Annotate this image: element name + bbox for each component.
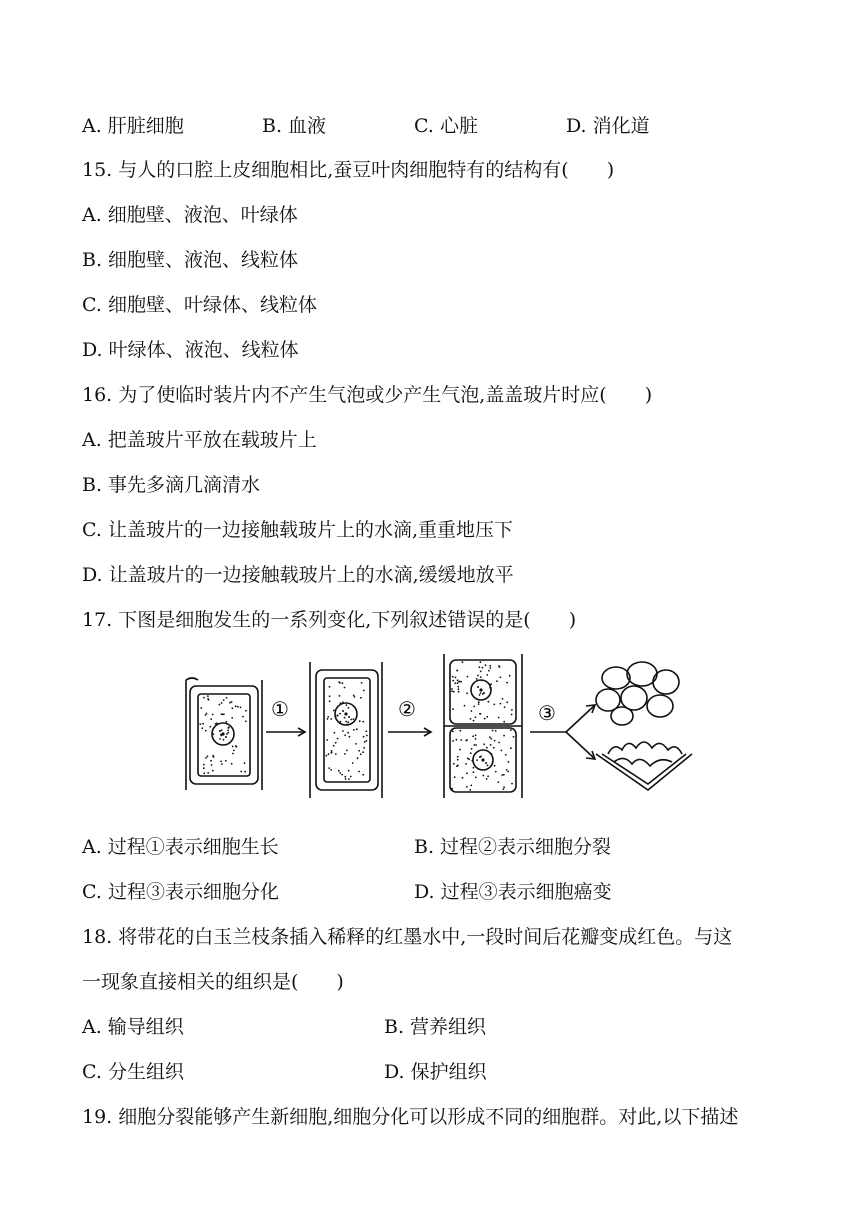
q17-option-c: C. 过程③表示细胞分化 [82, 881, 279, 903]
cytoplasm-dot [235, 745, 237, 747]
q16-option-c: C. 让盖玻片的一边接触载玻片上的水滴,重重地压下 [82, 519, 513, 541]
cytoplasm-dot [346, 749, 348, 751]
cytoplasm-dot [484, 718, 486, 720]
cytoplasm-dot [460, 739, 462, 741]
cytoplasm-dot [231, 701, 233, 703]
cytoplasm-dot [344, 776, 346, 778]
q15-option-a: A. 细胞壁、液泡、叶绿体 [82, 204, 298, 226]
cytoplasm-dot [333, 710, 335, 712]
cytoplasm-dot [359, 720, 361, 722]
cytoplasm-dot [451, 690, 453, 692]
cytoplasm-dot [231, 717, 233, 719]
cytoplasm-dot [344, 717, 346, 719]
cytoplasm-dot [360, 753, 362, 755]
q15-option-d: D. 叶绿体、液泡、线粒体 [82, 339, 299, 361]
cytoplasm-dot [466, 692, 468, 694]
cytoplasm-dot [231, 763, 233, 765]
cytoplasm-dot [330, 718, 332, 720]
cytoplasm-dot [510, 729, 512, 731]
cytoplasm-dot [347, 721, 349, 723]
cytoplasm-dot [501, 750, 503, 752]
cytoplasm-dot [203, 772, 205, 774]
cytoplasm-dot [203, 764, 205, 766]
cell-change-figure [178, 650, 698, 800]
cytoplasm-dot [362, 721, 364, 723]
cytoplasm-dot [489, 687, 491, 689]
cytoplasm-dot [350, 776, 352, 778]
cytoplasm-dot [233, 750, 235, 752]
cytoplasm-dot [207, 698, 209, 700]
q19-stem-line1: 19. 细胞分裂能够产生新细胞,细胞分化可以形成不同的细胞群。对此,以下描述 [82, 1106, 739, 1128]
cytoplasm-dot [504, 706, 506, 708]
cytoplasm-dot [212, 755, 214, 757]
cytoplasm-dot [493, 704, 495, 706]
cytoplasm-dot [486, 674, 488, 676]
cytoplasm-dot [361, 682, 363, 684]
cytoplasm-dot [498, 717, 500, 719]
cytoplasm-dot [240, 707, 242, 709]
cytoplasm-dot [366, 735, 368, 737]
cytoplasm-dot [476, 678, 478, 680]
cytoplasm-dot [485, 664, 487, 666]
cytoplasm-dot [480, 661, 482, 663]
cytoplasm-dot [501, 774, 503, 776]
cytoplasm-dot [457, 756, 459, 758]
cytoplasm-dot [244, 771, 246, 773]
q18-option-d: D. 保护组织 [384, 1061, 487, 1083]
cytoplasm-dot [506, 769, 508, 771]
cytoplasm-dot [226, 697, 228, 699]
cytoplasm-dot [245, 720, 247, 722]
cytoplasm-dot [511, 783, 513, 785]
q18-option-a: A. 输导组织 [82, 1016, 184, 1038]
cytoplasm-dot [227, 732, 229, 734]
cytoplasm-dot [215, 723, 217, 725]
cytoplasm-dot [366, 740, 368, 742]
cytoplasm-dot [339, 772, 341, 774]
cytoplasm-dot [464, 705, 466, 707]
cytoplasm-dot [466, 786, 468, 788]
tissue-lined-cells [596, 742, 692, 790]
cytoplasm-dot [473, 771, 475, 773]
cytoplasm-dot [477, 675, 479, 677]
cytoplasm-dot [502, 698, 504, 700]
cytoplasm-dot [344, 734, 346, 736]
cytoplasm-dot [335, 742, 337, 744]
cytoplasm-dot [467, 676, 469, 678]
cytoplasm-dot [462, 661, 464, 663]
q18-option-b: B. 营养组织 [384, 1016, 487, 1038]
cytoplasm-dot [327, 716, 329, 718]
cytoplasm-dot [476, 759, 478, 761]
cytoplasm-dot [219, 738, 221, 740]
cytoplasm-dot [460, 681, 462, 683]
cytoplasm-dot [329, 695, 331, 697]
cytoplasm-dot [459, 749, 461, 751]
cytoplasm-dot [468, 758, 470, 760]
cytoplasm-dot [358, 771, 360, 773]
cell-after-growth [310, 662, 382, 798]
cytoplasm-dot [481, 680, 483, 682]
cytoplasm-dot [207, 755, 209, 757]
cytoplasm-dot [480, 676, 482, 678]
cytoplasm-dot [348, 707, 350, 709]
cytoplasm-dot [352, 762, 354, 764]
cytoplasm-dot [330, 769, 332, 771]
cytoplasm-dot [500, 703, 502, 705]
cytoplasm-dot [498, 742, 500, 744]
cytoplasm-dot [456, 765, 458, 767]
cytoplasm-dot [486, 778, 488, 780]
q17-option-d: D. 过程③表示细胞癌变 [414, 881, 612, 903]
cytoplasm-dot [473, 720, 475, 722]
cytoplasm-dot [201, 727, 203, 729]
cytoplasm-dot [457, 679, 459, 681]
cytoplasm-dot [244, 762, 246, 764]
cytoplasm-dot [207, 772, 209, 774]
cytoplasm-dot [355, 743, 357, 745]
q16-stem: 16. 为了使临时装片内不产生气泡或少产生气泡,盖盖玻片时应( ) [82, 384, 653, 406]
figure-label-2: ② [398, 697, 416, 721]
q14-option-c: C. 心脏 [414, 115, 478, 137]
cytoplasm-dot [482, 667, 484, 669]
cytoplasm-dot [475, 716, 477, 718]
cytoplasm-dot [503, 774, 505, 776]
cytoplasm-dot [493, 747, 495, 749]
cytoplasm-dot [508, 761, 510, 763]
cytoplasm-dot [454, 776, 456, 778]
cytoplasm-dot [490, 683, 492, 685]
cytoplasm-dot [473, 767, 475, 769]
q16-option-b: B. 事先多滴几滴清水 [82, 474, 261, 496]
cytoplasm-dot [326, 739, 328, 741]
cytoplasm-dot [451, 688, 453, 690]
cytoplasm-dot [242, 716, 244, 718]
cytoplasm-dot [490, 744, 492, 746]
q18-stem-line2: 一现象直接相关的组织是( ) [82, 971, 344, 993]
cytoplasm-dot [465, 763, 467, 765]
cytoplasm-dot [211, 764, 213, 766]
cytoplasm-dot [513, 736, 515, 738]
cytoplasm-dot [452, 708, 454, 710]
cytoplasm-dot [364, 741, 366, 743]
q15-stem: 15. 与人的口腔上皮细胞相比,蚕豆叶肉细胞特有的结构有( ) [82, 159, 615, 181]
cytoplasm-dot [345, 721, 347, 723]
cytoplasm-dot [348, 770, 350, 772]
cytoplasm-dot [206, 713, 208, 715]
cytoplasm-dot [494, 740, 496, 742]
cytoplasm-dot [347, 732, 349, 734]
cytoplasm-dot [487, 765, 489, 767]
cytoplasm-dot [503, 788, 505, 790]
cytoplasm-dot [203, 697, 205, 699]
cytoplasm-dot [209, 726, 211, 728]
cytoplasm-dot [475, 744, 477, 746]
cytoplasm-dot [466, 739, 468, 741]
cytoplasm-dot [503, 786, 505, 788]
cytoplasm-dot [471, 748, 473, 750]
cytoplasm-dot [220, 761, 222, 763]
cytoplasm-dot [207, 695, 209, 697]
cytoplasm-dot [235, 705, 237, 707]
figure-label-3: ③ [538, 701, 556, 725]
cytoplasm-dot [505, 754, 507, 756]
cytoplasm-dot [232, 753, 234, 755]
cytoplasm-dot [219, 704, 221, 706]
cytoplasm-dot [453, 763, 455, 765]
cytoplasm-dot [222, 714, 224, 716]
cytoplasm-dot [339, 713, 341, 715]
cytoplasm-dot [228, 726, 230, 728]
cytoplasm-dot [488, 670, 490, 672]
q17-stem: 17. 下图是细胞发生的一系列变化,下列叙述错误的是( ) [82, 609, 577, 631]
cytoplasm-dot [337, 714, 339, 716]
q14-option-b: B. 血液 [262, 115, 327, 137]
cytoplasm-dot [245, 710, 247, 712]
cytoplasm-dot [470, 785, 472, 787]
cytoplasm-dot [334, 732, 336, 734]
cytoplasm-dot [486, 716, 488, 718]
q17-option-a: A. 过程①表示细胞生长 [82, 836, 279, 858]
tissue-round-cells [596, 662, 679, 725]
cytoplasm-dot [457, 682, 459, 684]
q18-stem-line1: 18. 将带花的白玉兰枝条插入稀释的红墨水中,一段时间后花瓣变成红色。与这 [82, 926, 733, 948]
cytoplasm-dot [363, 736, 365, 738]
cytoplasm-dot [462, 777, 464, 779]
cytoplasm-dot [333, 745, 335, 747]
cytoplasm-dot [492, 730, 494, 732]
cytoplasm-dot [473, 744, 475, 746]
cytoplasm-dot [490, 667, 492, 669]
cytoplasm-dot [212, 770, 214, 772]
cytoplasm-dot [453, 691, 455, 693]
cytoplasm-dot [212, 714, 214, 716]
cytoplasm-dot [482, 775, 484, 777]
cytoplasm-dot [497, 781, 499, 783]
cytoplasm-dot [480, 713, 482, 715]
cytoplasm-dot [345, 778, 347, 780]
cytoplasm-dot [479, 694, 481, 696]
cytoplasm-dot [499, 666, 501, 668]
cytoplasm-dot [451, 788, 453, 790]
cytoplasm-dot [358, 750, 360, 752]
cytoplasm-dot [456, 739, 458, 741]
cytoplasm-dot [227, 730, 229, 732]
cytoplasm-dot [457, 759, 459, 761]
cytoplasm-dot [452, 676, 454, 678]
cytoplasm-dot [338, 770, 340, 772]
cytoplasm-dot [479, 666, 481, 668]
cytoplasm-dot [328, 753, 330, 755]
cytoplasm-dot [340, 702, 342, 704]
cytoplasm-dot [475, 777, 477, 779]
cytoplasm-dot [489, 736, 491, 738]
cytoplasm-dot [205, 714, 207, 716]
q14-option-d: D. 消化道 [566, 115, 650, 137]
cytoplasm-dot [342, 682, 344, 684]
q18-option-c: C. 分生组织 [82, 1061, 184, 1083]
cytoplasm-dot [353, 718, 355, 720]
cytoplasm-dot [350, 719, 352, 721]
cytoplasm-dot [509, 675, 511, 677]
cytoplasm-dot [480, 671, 482, 673]
cytoplasm-dot [225, 721, 227, 723]
cytoplasm-dot [362, 751, 364, 753]
cytoplasm-dot [225, 760, 227, 762]
cytoplasm-dot [339, 682, 341, 684]
cytoplasm-dot [353, 729, 355, 731]
cytoplasm-dot [470, 752, 472, 754]
cytoplasm-dot [457, 686, 459, 688]
q16-option-d: D. 让盖玻片的一边接触载玻片上的水滴,缓缓地放平 [82, 564, 514, 586]
cytoplasm-dot [221, 702, 223, 704]
q15-option-c: C. 细胞壁、叶绿体、线粒体 [82, 294, 317, 316]
cytoplasm-dot [475, 735, 477, 737]
cytoplasm-dot [337, 738, 339, 740]
cytoplasm-dot [356, 728, 358, 730]
cytoplasm-dot [452, 731, 454, 733]
cytoplasm-dot [205, 757, 207, 759]
cytoplasm-dot [452, 740, 454, 742]
cytoplasm-dot [331, 750, 333, 752]
cytoplasm-dot [329, 686, 331, 688]
cytoplasm-dot [459, 730, 461, 732]
cytoplasm-dot [202, 723, 204, 725]
cytoplasm-dot [469, 789, 471, 791]
q16-option-a: A. 把盖玻片平放在载玻片上 [82, 429, 317, 451]
cytoplasm-dot [231, 707, 233, 709]
cytoplasm-dot [360, 697, 362, 699]
cytoplasm-dot [496, 680, 498, 682]
cytoplasm-dot [362, 774, 364, 776]
cytoplasm-dot [486, 747, 488, 749]
cytoplasm-dot [363, 690, 365, 692]
cytoplasm-dot [357, 757, 359, 759]
cytoplasm-dot [503, 735, 505, 737]
q14-option-a: A. 肝脏细胞 [82, 115, 184, 137]
cytoplasm-dot [506, 682, 508, 684]
cytoplasm-dot [507, 771, 509, 773]
cytoplasm-dot [327, 718, 329, 720]
cytoplasm-dot [203, 767, 205, 769]
cytoplasm-dot [473, 706, 475, 708]
figure-label-1: ① [271, 697, 289, 721]
cytoplasm-dot [354, 696, 356, 698]
cytoplasm-dot [210, 760, 212, 762]
cytoplasm-dot [365, 731, 367, 733]
cytoplasm-dot [490, 753, 492, 755]
cytoplasm-dot [221, 763, 223, 765]
cytoplasm-dot [495, 730, 497, 732]
cytoplasm-dot [503, 721, 505, 723]
cytoplasm-dot [346, 704, 348, 706]
cytoplasm-dot [506, 701, 508, 703]
cytoplasm-dot [454, 682, 456, 684]
cytoplasm-dot [480, 692, 482, 694]
cytoplasm-dot [494, 765, 496, 767]
cytoplasm-dot [223, 699, 225, 701]
cytoplasm-dot [339, 695, 341, 697]
cytoplasm-dot [458, 681, 460, 683]
cytoplasm-dot [349, 736, 351, 738]
cytoplasm-dot [329, 700, 331, 702]
cytoplasm-dot [342, 701, 344, 703]
cytoplasm-dot [363, 747, 365, 749]
cytoplasm-dot [328, 767, 330, 769]
cytoplasm-dot [475, 738, 477, 740]
q17-option-b: B. 过程②表示细胞分裂 [414, 836, 612, 858]
cytoplasm-dot [471, 760, 473, 762]
cytoplasm-dot [223, 739, 225, 741]
cytoplasm-dot [470, 718, 472, 720]
cytoplasm-dot [226, 733, 228, 735]
cytoplasm-dot [455, 677, 457, 679]
cytoplasm-dot [456, 670, 458, 672]
cytoplasm-dot [326, 755, 328, 757]
cytoplasm-dot [488, 701, 490, 703]
cytoplasm-dot [489, 665, 491, 667]
cytoplasm-dot [490, 738, 492, 740]
cytoplasm-dot [344, 753, 346, 755]
cytoplasm-dot [205, 730, 207, 732]
cytoplasm-dot [199, 723, 201, 725]
cytoplasm-dot [472, 735, 474, 737]
cytoplasm-dot [510, 747, 512, 749]
cytoplasm-dot [500, 676, 502, 678]
cytoplasm-dot [335, 753, 337, 755]
cytoplasm-dot [232, 746, 234, 748]
cytoplasm-dot [346, 724, 348, 726]
cytoplasm-dot [471, 710, 473, 712]
cytoplasm-dot [452, 680, 454, 682]
cytoplasm-dot [511, 714, 513, 716]
cytoplasm-dot [210, 718, 212, 720]
cytoplasm-dot [511, 709, 513, 711]
cytoplasm-dot [213, 733, 215, 735]
cytoplasm-dot [495, 771, 497, 773]
cytoplasm-dot [237, 706, 239, 708]
cytoplasm-dot [466, 772, 468, 774]
q15-option-b: B. 细胞壁、液泡、线粒体 [82, 249, 299, 271]
cytoplasm-dot [229, 702, 231, 704]
cytoplasm-dot [342, 730, 344, 732]
cytoplasm-dot [341, 774, 343, 776]
cytoplasm-dot [458, 691, 460, 693]
cytoplasm-dot [478, 703, 480, 705]
cytoplasm-dot [200, 707, 202, 709]
cytoplasm-dot [458, 688, 460, 690]
cytoplasm-dot [344, 687, 346, 689]
cytoplasm-dot [483, 743, 485, 745]
cytoplasm-dot [487, 775, 489, 777]
cytoplasm-dot [340, 721, 342, 723]
cytoplasm-dot [240, 771, 242, 773]
cytoplasm-dot [478, 701, 480, 703]
cytoplasm-dot [348, 778, 350, 780]
